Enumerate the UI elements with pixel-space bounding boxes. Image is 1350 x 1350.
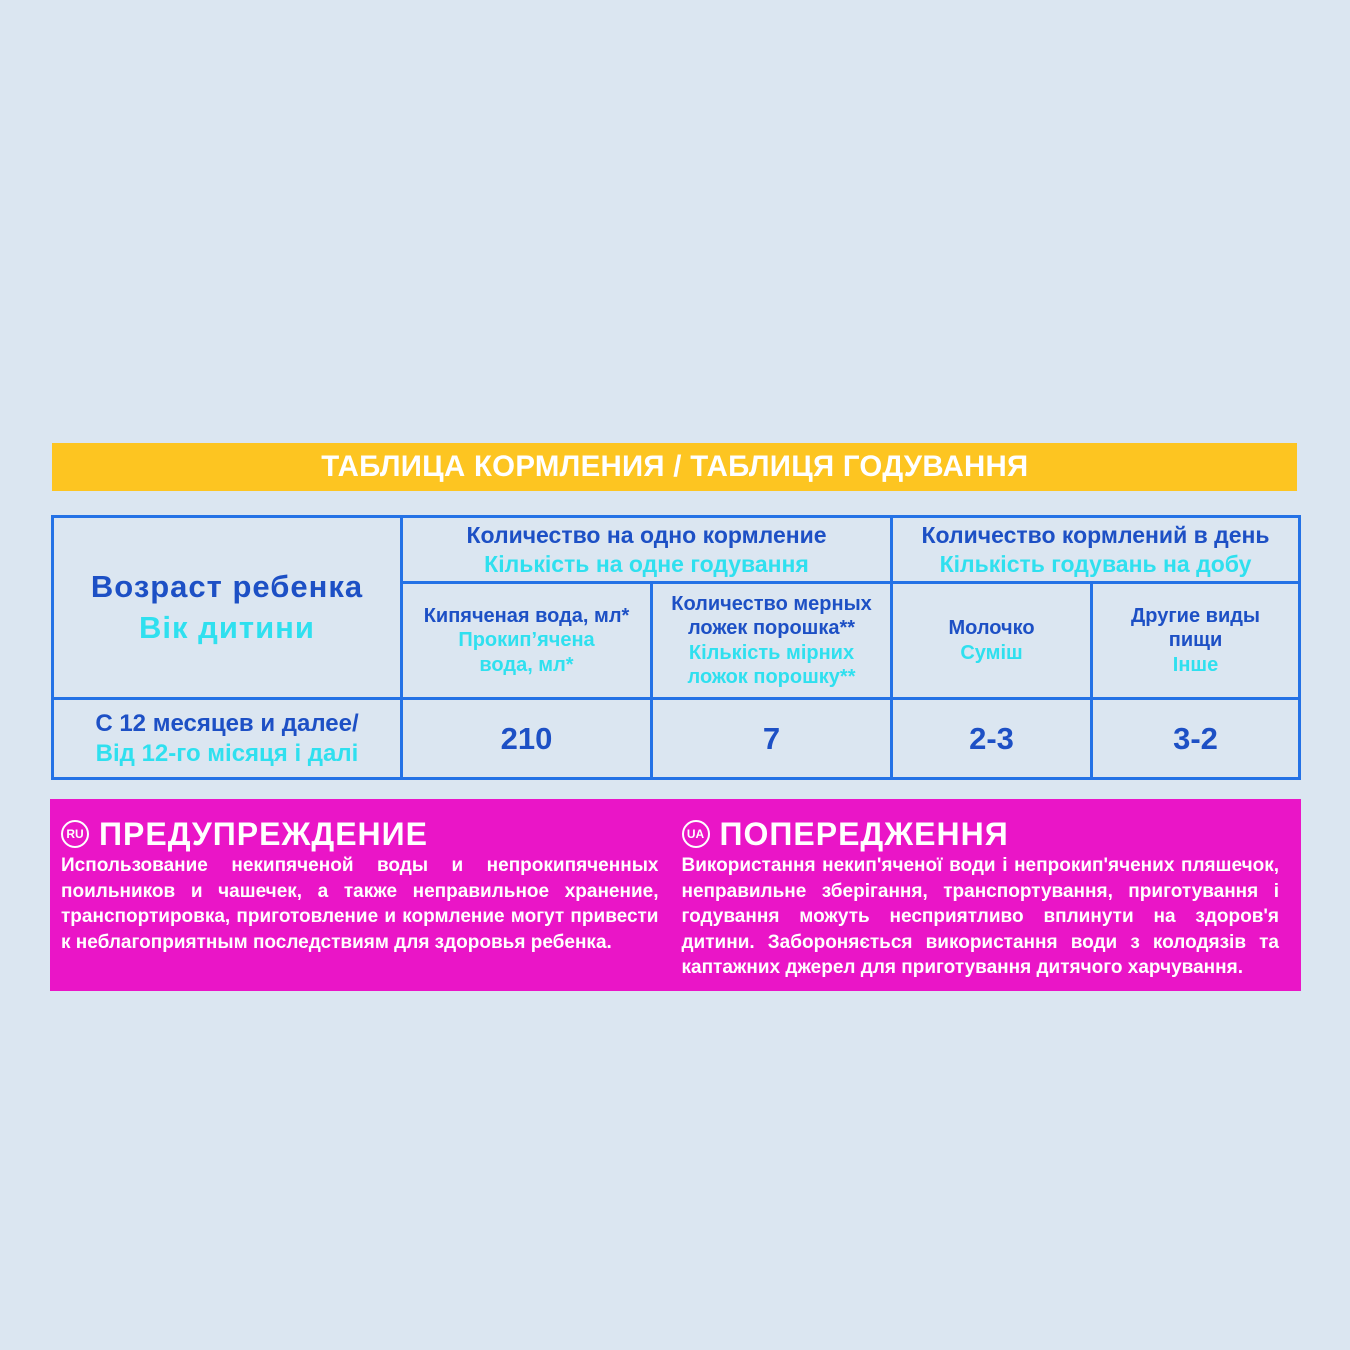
scoops-value: 7 (652, 699, 892, 779)
per-day-header-cell (892, 517, 1300, 583)
ru-language-badge-icon: RU (61, 820, 89, 848)
table-row (53, 699, 1300, 779)
per-feeding-header-ua: Кількість на одне годування (484, 550, 809, 577)
feeding-table (51, 515, 1301, 780)
water-header-cell (402, 583, 652, 699)
age-header-cell (53, 517, 402, 699)
warning-ua-title: ПОПЕРЕДЖЕННЯ (719, 815, 1009, 852)
other-food-header-cell (1092, 583, 1300, 699)
ua-language-badge-icon: UA (682, 820, 710, 848)
warning-ru (61, 815, 680, 991)
scoops-header-ua: Кількість мірних ложок порошку** (687, 641, 856, 688)
milk-header-ua: Суміш (960, 641, 1023, 664)
age-value-cell (53, 699, 402, 779)
warning-ua-header (682, 815, 1280, 853)
other-food-header-ru: Другие виды пищи (1131, 604, 1261, 652)
water-header-ru: Кипяченая вода, мл* (423, 604, 630, 627)
per-day-header-ru: Количество кормлений в день (921, 522, 1270, 549)
feeding-table-banner (52, 443, 1297, 491)
age-value-ua: Від 12-го місяця і далі (95, 739, 359, 767)
milk-header-ru: Молочко (948, 617, 1035, 640)
water-header-ua: Прокип’ячена вода, мл* (458, 629, 595, 676)
milk-feedings-value: 2-3 (892, 699, 1092, 779)
milk-header-cell (892, 583, 1092, 699)
warning-ru-text: Использование некипяченой воды и непрокипяченных поильников и чашечек, а также неправильное хранение, транспортировка, приготовление и кормление могут привести к неблагоприятным последствиям для здоровья ребенка. (61, 855, 659, 953)
warning-ua-text: Використання некип'яченої води і непрокип'ячених пляшечок, неправильне зберігання, транспортування, приготування і годування можуть несприятливо вплинути на здоров'я дитини. Забороняється використання води з колодязів та каптажних джерел для приготування дитячого харчування. (681, 855, 1279, 978)
per-feeding-header-cell (402, 517, 892, 583)
age-header-ru: Возраст ребенка (90, 569, 364, 605)
scoops-header-ru: Количество мерных ложек порошка** (671, 592, 872, 640)
warning-ua (680, 815, 1280, 991)
other-food-value: 3-2 (1092, 699, 1300, 779)
warning-ru-title: ПРЕДУПРЕЖДЕНИЕ (99, 815, 428, 852)
warning-panel (50, 799, 1301, 991)
warning-ru-header (61, 815, 659, 853)
per-day-header-ua: Кількість годувань на добу (939, 550, 1252, 577)
scoops-header-cell (652, 583, 892, 699)
age-header-ua: Вік дитини (139, 609, 315, 645)
per-feeding-header-ru: Количество на одно кормление (466, 522, 827, 549)
age-value-ru: С 12 месяцев и далее/ (95, 710, 359, 738)
banner-title: ТАБЛИЦА КОРМЛЕНИЯ / ТАБЛИЦЯ ГОДУВАННЯ (320, 450, 1029, 483)
other-food-header-ua: Інше (1172, 653, 1219, 676)
water-value: 210 (402, 699, 652, 779)
